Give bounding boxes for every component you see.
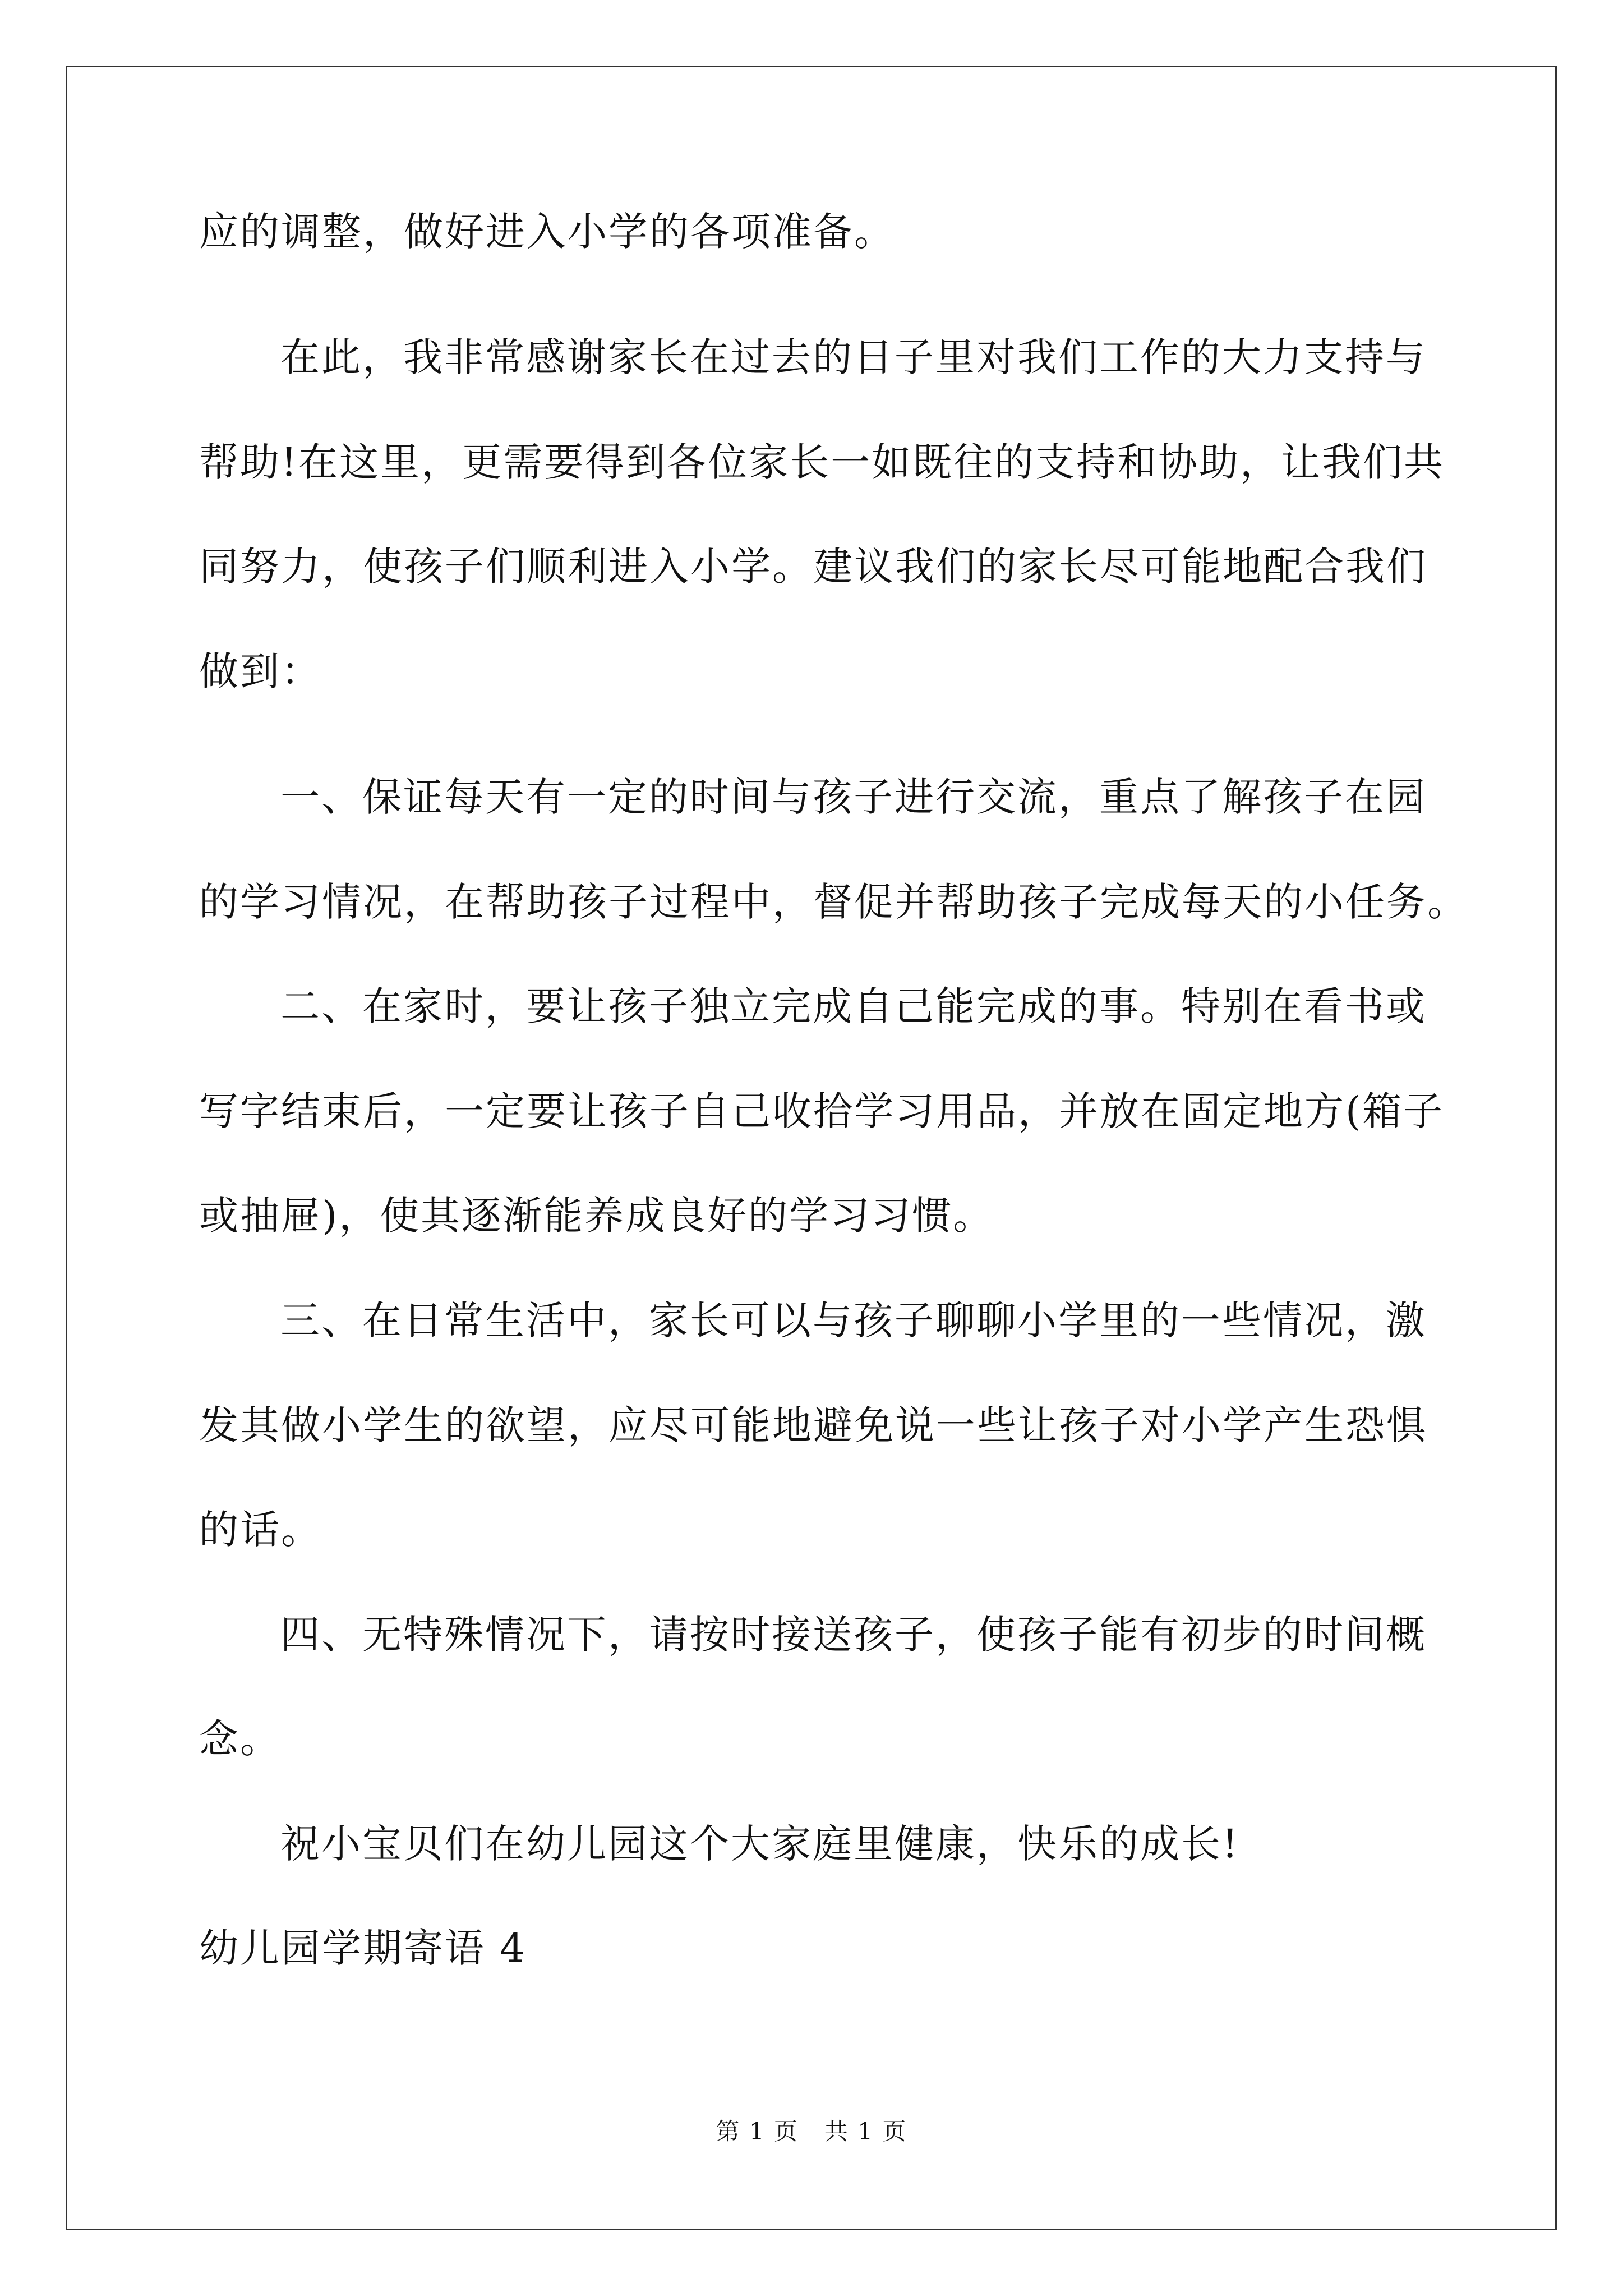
paragraph-start-line: 二、在家时，要让孩子独立完成自己能完成的事。特别在看书或 (280, 983, 1427, 1029)
page-frame (66, 66, 1557, 2230)
text-line: 写字结束后，一定要让孩子自己收拾学习用品，并放在固定地方(箱子 (199, 1088, 1445, 1134)
text-line: 同努力，使孩子们顺利进入小学。建议我们的家长尽可能地配合我们 (199, 544, 1427, 590)
text-line: 应的调整，做好进入小学的各项准备。 (199, 209, 895, 255)
text-line: 的话。 (199, 1507, 322, 1553)
text-line: 做到： (199, 648, 322, 694)
page-footer: 第 1 页 共 1 页 (716, 2118, 907, 2145)
paragraph-start-line: 一、保证每天有一定的时间与孩子进行交流，重点了解孩子在园 (280, 774, 1427, 820)
text-line: 帮助!在这里，更需要得到各位家长一如既往的支持和协助，让我们共 (199, 439, 1445, 485)
paragraph-start-line: 三、在日常生活中，家长可以与孩子聊聊小学里的一些情况，激 (280, 1297, 1427, 1343)
paragraph-start-line: 四、无特殊情况下，请按时接送孩子，使孩子能有初步的时间概 (280, 1612, 1427, 1658)
text-line: 的学习情况，在帮助孩子过程中，督促并帮助孩子完成每天的小任务。 (199, 879, 1468, 925)
paragraph-start-line: 在此，我非常感谢家长在过去的日子里对我们工作的大力支持与 (280, 334, 1427, 380)
paragraph-start-line: 祝小宝贝们在幼儿园这个大家庭里健康，快乐的成长! (280, 1821, 1240, 1867)
text-line: 发其做小学生的欲望，应尽可能地避免说一些让孩子对小学产生恐惧 (199, 1402, 1427, 1448)
text-line: 念。 (199, 1716, 281, 1762)
section-heading: 幼儿园学期寄语 4 (199, 1925, 527, 1971)
text-line: 或抽屉)，使其逐渐能养成良好的学习习惯。 (199, 1193, 994, 1239)
